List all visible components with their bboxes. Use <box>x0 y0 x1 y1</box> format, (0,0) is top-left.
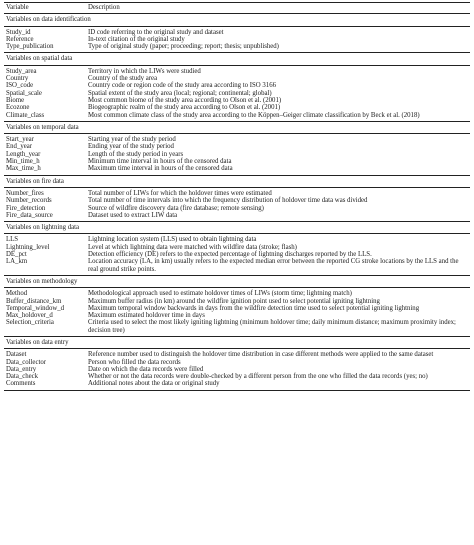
variable-name-cell: Max_holdover_d <box>6 312 53 320</box>
variable-description-cell: Dataset used to extract LIW data <box>88 211 178 219</box>
table-row <box>4 143 470 150</box>
table-row <box>4 251 470 258</box>
table-row <box>4 134 470 144</box>
variable-description-cell: Minimum time interval in hours of the censored data <box>88 158 232 166</box>
variable-description-cell: Ending year of the study period <box>88 143 174 151</box>
table-row <box>4 112 470 122</box>
variable-name-cell: Reference <box>6 35 34 43</box>
variable-name-cell: Country <box>6 75 29 83</box>
table-row <box>4 366 470 373</box>
variable-description-cell: Maximum estimated holdover time in days <box>88 312 205 320</box>
table-row <box>4 97 470 104</box>
variable-description-cell: Source of wildfire discovery data (fire database; remote sensing) <box>88 204 264 212</box>
table-row <box>4 26 470 36</box>
variable-description-cell: Date on which the data records were filled <box>88 365 204 373</box>
table-row <box>4 151 470 158</box>
table-row <box>4 197 470 204</box>
variable-description-cell: Maximum buffer radius (in km) around the wildfire ignition point used to select potential igniting lightning <box>88 297 380 305</box>
variable-name-cell: Climate_class <box>6 111 45 119</box>
variable-description-cell: ID code referring to the original study and dataset <box>88 28 224 36</box>
variable-description-cell: Location accuracy (LA, in km) usually refers to the expected median error between the reported CG stroke locations by the LLS and the real ground strike points. <box>88 258 459 273</box>
section-header-row <box>4 14 470 26</box>
table-row <box>4 65 470 75</box>
variable-description-cell: Starting year of the study period <box>88 136 176 144</box>
table-row <box>4 258 470 275</box>
variable-name-cell: Number_fires <box>6 189 44 197</box>
variable-description-cell: Country code or region code of the study area according to ISO 3166 <box>88 82 276 90</box>
variable-name-cell: ISO_code <box>6 82 34 90</box>
variable-description-cell: Territory in which the LIWs were studied <box>88 67 201 75</box>
section-header-row <box>4 222 470 234</box>
variable-description-cell: In-text citation of the original study <box>88 35 185 43</box>
variable-name-cell: Data_collector <box>6 358 47 366</box>
variable-description-cell: Length of the study period in years <box>88 150 184 158</box>
variable-name-cell: Ecozone <box>6 104 30 112</box>
variable-description-cell: Criteria used to select the most likely igniting lightning (minimum holdover time; daily minimum distance; maximum proximity index; decision tree) <box>88 319 456 334</box>
variable-name-cell: Method <box>6 290 28 298</box>
section-title: Variables on data identification <box>4 14 470 26</box>
variable-name-cell: Fire_detection <box>6 204 46 212</box>
variable-name-cell: Dataset <box>6 351 27 359</box>
variable-description-cell: Spatial extent of the study area (local; regional; continental; global) <box>88 89 272 97</box>
table-row <box>4 244 470 251</box>
variable-name-cell: Buffer_distance_km <box>6 297 62 305</box>
section-header-row <box>4 53 470 65</box>
variable-description-cell: Total number of LIWs for which the holdover times were estimated <box>88 189 272 197</box>
variable-name-cell: DE_pct <box>6 251 27 259</box>
variable-description-cell: Maximum time interval in hours of the censored data <box>88 165 233 173</box>
variable-description-cell: Type of original study (paper; proceeding; report; thesis; unpublished) <box>88 43 279 51</box>
variable-description-cell: Total number of time intervals into which the frequency distribution of holdover time data was divided <box>88 197 368 205</box>
variable-description-cell: Person who filled the data records <box>88 358 181 366</box>
variable-name-cell: Lightning_level <box>6 243 50 251</box>
section-header-row <box>4 121 470 133</box>
table-bottom-rule <box>4 390 470 391</box>
table-row <box>4 104 470 111</box>
variable-description-cell: Country of the study area <box>88 75 158 83</box>
table-row <box>4 380 470 389</box>
table-row <box>4 187 470 197</box>
variable-description-cell: Lightning location system (LLS) used to obtain lightning data <box>88 236 257 244</box>
table-row <box>4 359 470 366</box>
table-row <box>4 319 470 336</box>
variable-name-cell: Length_year <box>6 150 41 158</box>
variable-name-cell: Spatial_scale <box>6 89 42 97</box>
table-row <box>4 373 470 380</box>
variable-name-cell: Data_entry <box>6 365 37 373</box>
variable-description-cell: Most common climate class of the study area according to the Köppen–Geiger climate classification by Beck et al. (2018) <box>88 111 420 119</box>
section-title: Variables on temporal data <box>4 121 470 133</box>
section-title: Variables on fire data <box>4 175 470 187</box>
table-row <box>4 234 470 244</box>
table-row <box>4 288 470 298</box>
variable-name-cell: Study_area <box>6 67 37 75</box>
variable-name-cell: Max_time_h <box>6 165 41 173</box>
table-row <box>4 82 470 89</box>
variable-name-cell: Min_time_h <box>6 158 40 166</box>
variable-name-cell: Study_id <box>6 28 31 36</box>
table-row <box>4 90 470 97</box>
table-row <box>4 75 470 82</box>
table-row <box>4 212 470 222</box>
section-title: Variables on lightning data <box>4 222 470 234</box>
section-header-row <box>4 275 470 287</box>
section-header-row <box>4 336 470 348</box>
section-header-row <box>4 175 470 187</box>
variable-name-cell: Start_year <box>6 136 34 144</box>
header-variable: Variable <box>4 3 86 14</box>
variable-name-cell: Number_records <box>6 197 52 205</box>
variable-name-cell: Fire_data_source <box>6 211 53 219</box>
table-row <box>4 205 470 212</box>
variable-name-cell: Selection_criteria <box>6 319 54 327</box>
variable-name-cell: Biome <box>6 96 25 104</box>
table-row <box>4 158 470 165</box>
variable-name-cell: LA_km <box>6 258 28 266</box>
section-title: Variables on data entry <box>4 336 470 348</box>
variable-description-cell: Methodological approach used to estimate holdover times of LIWs (storm time; lightning match) <box>88 290 352 298</box>
table-header-row <box>4 3 470 14</box>
variable-name-cell: LLS <box>6 236 19 244</box>
table-row <box>4 312 470 319</box>
bottom-rule-cell <box>4 390 470 391</box>
table-row <box>4 349 470 359</box>
variable-description-cell: Maximum temporal window backwards in days from the wildfire detection time used to select potential igniting lightning <box>88 304 420 312</box>
variable-description-cell: Additional notes about the data or original study <box>88 380 220 388</box>
variables-table-document <box>4 0 470 391</box>
variable-description-cell: Level at which lightning data were matched with wildfire data (stroke; flash) <box>88 243 297 251</box>
variable-description-cell: Most common biome of the study area according to Olson et al. (2001) <box>88 96 282 104</box>
table-row <box>4 43 470 53</box>
variables-table <box>4 2 470 391</box>
table-row <box>4 165 470 175</box>
header-description: Description <box>86 3 470 14</box>
variable-name-cell: Data_check <box>6 373 39 381</box>
variable-description-cell: Reference number used to distinguish the holdover time distribution in case different methods were applied to the same dataset <box>88 351 434 359</box>
variable-description-cell: Biogeographic realm of the study area according to Olson et al. (2001) <box>88 104 281 112</box>
variable-description-cell: Detection efficiency (DE) refers to the expected percentage of lightning discharges reported by the LLS. <box>88 251 372 259</box>
variable-name-cell: Temporal_window_d <box>6 304 65 312</box>
variable-description-cell: Whether or not the data records were double-checked by a different person from the one who filled the data records (yes; no) <box>88 373 428 381</box>
section-title: Variables on spatial data <box>4 53 470 65</box>
variable-name-cell: Type_publication <box>6 43 54 51</box>
variable-name-cell: End_year <box>6 143 33 151</box>
variable-name-cell: Comments <box>6 380 36 388</box>
section-title: Variables on methodology <box>4 275 470 287</box>
table-body <box>4 14 470 390</box>
table-row <box>4 305 470 312</box>
table-row <box>4 36 470 43</box>
table-row <box>4 298 470 305</box>
